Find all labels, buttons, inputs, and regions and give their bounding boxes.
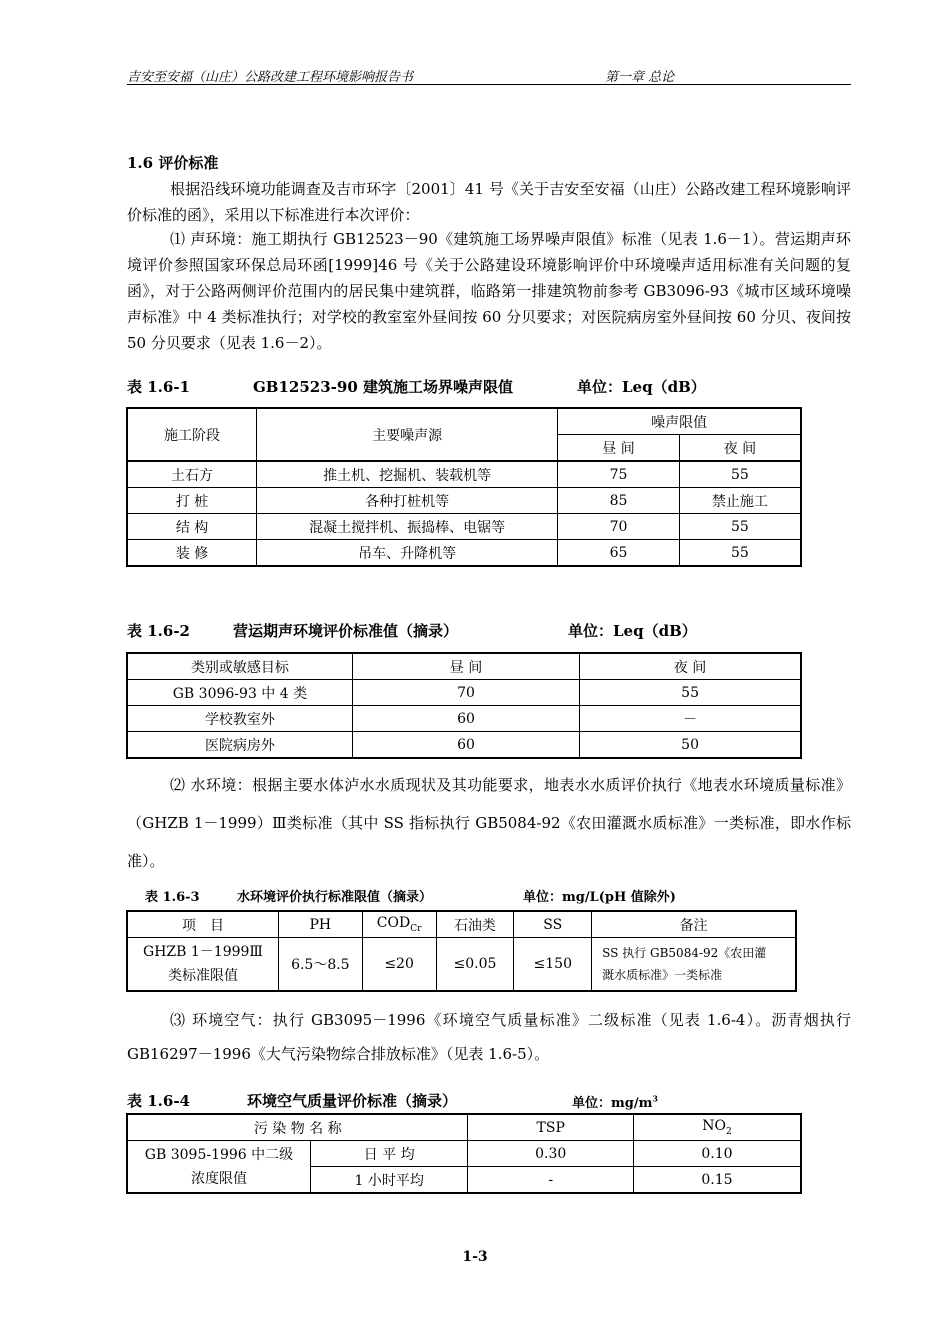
table3-header-cod: $COD_{Cr}$ — [362, 911, 436, 938]
table3-header-note: 备注 — [592, 911, 796, 938]
table1-cell-source: 混凝土搅拌机、振捣棒、电锯等 — [257, 514, 558, 540]
table-row — [127, 1141, 801, 1167]
table2-cell-day: 70 — [352, 680, 579, 706]
table2-caption-unit: 单位：Leq（dB） — [568, 622, 697, 640]
table-row — [127, 461, 801, 488]
table4-header-tsp: TSP — [468, 1114, 634, 1141]
page-number: 1-3 — [462, 1249, 488, 1265]
table-row — [127, 540, 801, 567]
table-row — [127, 680, 801, 706]
paragraph-air: ⑶ 环境空气：执行 GB3095－1996《环境空气质量标准》二级标准（见表 1.6-4）。沥青烟执行 GB16297－1996《大气污染物综合排放标准》（见表 1.6-5）。 — [127, 1011, 851, 1063]
table-construction-noise — [126, 407, 802, 567]
table1-cell-day: 70 — [558, 514, 680, 540]
table-operation-noise — [126, 652, 802, 759]
paragraph-water: ⑵ 水环境：根据主要水体泸水水质现状及其功能要求，地表水水质评价执行《地表水环境质量标准》（GHZB 1－1999）Ⅲ类标准（其中 SS 指标执行 GB5084-92《农田灌溉水质标准》一类标准，即水作标准）。 — [127, 776, 851, 870]
table-row — [127, 732, 801, 759]
table-row — [127, 488, 801, 514]
table2-cell-target: 学校教室外 — [127, 706, 352, 732]
table4-header-pollutant: 污 染 物 名 称 — [127, 1114, 468, 1141]
table3-header-item: 项 目 — [127, 911, 278, 938]
table1-cell-source: 吊车、升降机等 — [257, 540, 558, 567]
table-row — [127, 706, 801, 732]
table4-cell-group: GB 3095-1996 中二级 浓度限值 — [127, 1141, 310, 1194]
table2-header-day: 昼 间 — [352, 653, 579, 680]
page-header — [127, 64, 851, 85]
table2-cell-night: 55 — [580, 680, 801, 706]
table4-cell-tsp: - — [468, 1167, 634, 1194]
table2-cell-night: － — [580, 706, 801, 732]
table4-cell-period: 日 平 均 — [310, 1141, 467, 1167]
table1-cell-night: 禁止施工 — [679, 488, 801, 514]
table1-header-stage: 施工阶段 — [127, 408, 257, 461]
table-row — [127, 514, 801, 540]
paragraph-intro: 根据沿线环境功能调查及吉市环字〔2001〕41 号《关于吉安至安福（山庄）公路改建工程环境影响评价标准的函》，采用以下标准进行本次评价： — [127, 180, 851, 224]
table1-cell-stage: 结 构 — [127, 514, 257, 540]
table1-header-limit: 噪声限值 — [558, 408, 801, 435]
table1-cell-stage: 装 修 — [127, 540, 257, 567]
paragraph-noise: ⑴ 声环境：施工期执行 GB12523－90《建筑施工场界噪声限值》标准（见表 1.6－1）。营运期声环境评价参照国家环保总局环函[1999]46 号《关于公路建设环境影响评价中环境噪声适用标准有关问题的复函》，对于公路两侧评价范围内的居民集中建筑群，临路第一排建筑物前参考 GB3096-93《城市区域环境噪声标准》中 4 类标准执行；对学校的教室室外昼间按 60 分贝要求；对医院病房室外昼间按 60 分贝、夜间按 50 分贝要求（见表 1.6－2）。 — [127, 230, 851, 352]
table1-cell-source: 各种打桩机等 — [257, 488, 558, 514]
table1-caption-title: GB12523-90 建筑施工场界噪声限值 — [253, 378, 513, 396]
table1-cell-stage: 打 桩 — [127, 488, 257, 514]
table1-cell-day: 75 — [558, 461, 680, 488]
table1-header-night: 夜 间 — [679, 435, 801, 462]
table3-cell-ss: ≤150 — [514, 938, 592, 992]
table1-caption-unit: 单位：Leq（dB） — [577, 378, 706, 396]
table1-cell-night: 55 — [679, 540, 801, 567]
table2-caption-title: 营运期声环境评价标准值（摘录） — [233, 622, 459, 640]
table1-header-source: 主要噪声源 — [257, 408, 558, 461]
table1-header-day: 昼 间 — [558, 435, 680, 462]
table2-cell-target: 医院病房外 — [127, 732, 352, 759]
table3-caption-title: 水环境评价执行标准限值（摘录） — [237, 890, 433, 905]
table1-cell-day: 85 — [558, 488, 680, 514]
table2-cell-night: 50 — [580, 732, 801, 759]
header-chapter: 第一章 总论 — [605, 70, 675, 85]
table4-cell-no2: 0.10 — [633, 1141, 801, 1167]
table4-cell-tsp: 0.30 — [468, 1141, 634, 1167]
table-row — [127, 938, 796, 992]
table1-cell-night: 55 — [679, 514, 801, 540]
header-report-title: 吉安至安福（山庄）公路改建工程环境影响报告书 — [127, 70, 414, 85]
table3-cell-label: GHZB 1－1999Ⅲ 类标准限值 — [127, 938, 278, 992]
table3-cell-ph: 6.5～8.5 — [278, 938, 362, 992]
table4-caption-unit: 单位：$mg/m^3$ — [572, 1093, 658, 1111]
table3-caption-no: 表 1.6-3 — [145, 890, 200, 905]
table2-header-target: 类别或敏感目标 — [127, 653, 352, 680]
table4-cell-period: 1 小时平均 — [310, 1167, 467, 1194]
table-water-standard — [126, 910, 797, 992]
section-title: 1.6 评价标准 — [127, 154, 219, 172]
table3-cell-cod: ≤20 — [362, 938, 436, 992]
table4-caption-title: 环境空气质量评价标准（摘录） — [247, 1092, 458, 1110]
table3-header-ph: PH — [278, 911, 362, 938]
table1-cell-night: 55 — [679, 461, 801, 488]
table2-cell-target: GB 3096-93 中 4 类 — [127, 680, 352, 706]
table3-header-oil: 石油类 — [436, 911, 514, 938]
table3-caption-unit: 单位：mg/L(pH 值除外) — [523, 890, 676, 905]
table2-caption-no: 表 1.6-2 — [127, 622, 190, 640]
table2-cell-day: 60 — [352, 732, 579, 759]
table4-header-no2: $NO_2$ — [633, 1114, 801, 1141]
table3-cell-oil: ≤0.05 — [436, 938, 514, 992]
table3-header-ss: SS — [514, 911, 592, 938]
table1-caption-no: 表 1.6-1 — [127, 378, 190, 396]
table2-header-night: 夜 间 — [580, 653, 801, 680]
table4-caption-no: 表 1.6-4 — [127, 1092, 190, 1110]
table-air-standard — [126, 1113, 802, 1194]
table2-cell-day: 60 — [352, 706, 579, 732]
table1-cell-day: 65 — [558, 540, 680, 567]
table4-cell-no2: 0.15 — [633, 1167, 801, 1194]
table1-cell-stage: 土石方 — [127, 461, 257, 488]
table1-cell-source: 推土机、挖掘机、装载机等 — [257, 461, 558, 488]
table3-cell-note: SS 执行 GB5084-92《农田灌 溉水质标准》一类标准 — [592, 938, 796, 992]
